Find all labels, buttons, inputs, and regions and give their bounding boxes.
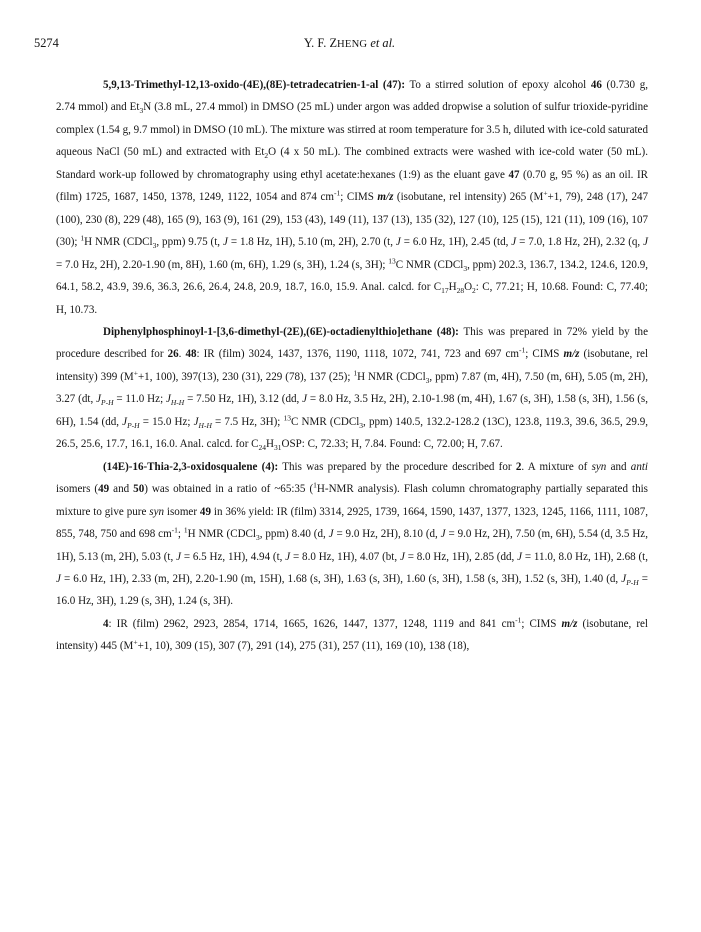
compound-ref: 26 [167, 348, 179, 361]
coupling-j: J [399, 550, 405, 563]
text: This was prepared by the procedure described for [278, 460, 516, 473]
author-name: Y. F. Z [303, 36, 338, 50]
compound-48-title: Diphenylphosphinoyl-1-[3,6-dimethyl-(2E),(6E)-octadienylthio]ethane (48): [103, 325, 459, 338]
text: O [464, 281, 473, 294]
text: = 1.8 Hz, 1H), 5.10 (m, 2H), 2.70 (t, [227, 236, 396, 249]
text: C NMR (CDCl [395, 258, 464, 271]
subscript: 2 [264, 151, 269, 161]
page-number: 5274 [34, 36, 59, 50]
text: = 6.0 Hz, 1H), 2.33 (m, 2H), 2.20-1.90 (m, 15H), 1.68 (s, 3H), 1.63 (s, 3H), 1.60 (s, 3H), 1.58 (s, 3H), 1.52 (s, 3H), 1.40 (d, [60, 572, 622, 585]
subscript: 2 [472, 286, 476, 296]
text: = 11.0, 8.0 Hz, 1H), 2.68 (t, [522, 550, 649, 563]
text: H-NMR analysis). Flash column chromatography partially separated this mixture to give pure [56, 483, 648, 518]
compound-ref: 48 [185, 348, 197, 361]
coupling-j: J [176, 550, 181, 563]
text: = 7.0 Hz, 2H), 2.20-1.90 (m, 8H), 1.60 (m, 6H), 1.29 (s, 3H), 1.24 (s, 3H); [56, 258, 389, 271]
compound-ref: 46 [590, 79, 602, 91]
text: = 6.5 Hz, 1H), 4.94 (t, [180, 550, 286, 563]
text: ; [177, 528, 184, 541]
superscript: 1 [313, 480, 317, 490]
text: OSP: C, 72.33; H, 7.84. Found: C, 72.00; H, 7.67. [281, 438, 503, 451]
coupling-j: J [517, 550, 523, 563]
coupling-j: J [122, 415, 128, 428]
superscript: + [133, 637, 138, 647]
text: = 7.50 Hz, 1H), 3.12 (dd, [184, 393, 303, 406]
procedure-compound-4 [56, 456, 648, 613]
text: isomer [164, 505, 200, 518]
text: (isobutane, rel intensity) 399 (M [56, 348, 649, 383]
compound-ref: 49 [98, 483, 110, 496]
text: ; CIMS [525, 348, 564, 361]
mz-label: m/z [563, 348, 580, 361]
text: = 7.0, 1.8 Hz, 2H), 2.32 (q, [516, 236, 644, 249]
compound-ref: 50 [133, 483, 145, 496]
superscript: 13 [388, 255, 396, 265]
subscript: 3 [139, 106, 144, 116]
text: ; CIMS [521, 617, 562, 630]
text: (isobutane, rel intensity) 445 (M [56, 617, 648, 653]
text: = 15.0 Hz; [139, 415, 194, 428]
subscript: 17 [441, 286, 449, 296]
superscript: 1 [353, 368, 358, 378]
text: N (3.8 mL, 27.4 mmol) in DMSO (25 mL) under argon was added dropwise a solution of sulfur trioxide-pyridine complex (1.54 g, 9.7 mmol) in DMSO (10 mL). The mixture was stirred at room temperature for 3.5 h, diluted with ice-cold saturated aqueous NaCl (50 mL) and extracted with Et [56, 101, 648, 159]
text: This was prepared in 72% yield by the procedure described for [56, 325, 648, 361]
compound-ref: 2 [515, 460, 522, 473]
coupling-j: J [328, 528, 334, 541]
text: C NMR (CDCl [291, 415, 360, 428]
stereo-descriptor: syn [149, 505, 165, 518]
text: and [109, 483, 134, 496]
superscript: -1 [171, 525, 178, 535]
text: = 9.0 Hz, 2H), 7.50 (m, 6H), 5.54 (d, 3.5 Hz, 1H), 5.13 (m, 2H), 5.03 (t, [56, 528, 648, 563]
superscript: -1 [334, 188, 341, 198]
text: = 6.0 Hz, 1H), 2.45 (td, [400, 236, 512, 249]
text: in 36% yield: IR (film) 3314, 2925, 1739, 1664, 1590, 1437, 1377, 1323, 1245, 1166, 1111, 1087, 855, 748, 750 and 698 cm [56, 505, 649, 541]
subscript: 3 [463, 263, 468, 273]
compound-ref: 4 [103, 617, 109, 630]
subscript: 31 [274, 443, 282, 453]
data-compound-4 [56, 613, 648, 658]
text: . [178, 348, 186, 361]
text: (0.730 g, 2.74 mmol) and Et [56, 79, 648, 114]
subscript: H-H [198, 421, 212, 430]
text: = 8.0 Hz, 1H), 4.07 (bt, [290, 550, 400, 563]
superscript: + [133, 368, 138, 378]
superscript: + [543, 188, 548, 198]
running-head-authors [34, 34, 665, 54]
subscript: P-H [626, 578, 639, 588]
procedure-compound-47 [56, 74, 648, 321]
coupling-j: J [165, 393, 171, 406]
author-name-smallcaps: HENG [337, 39, 368, 50]
text: isomers ( [56, 483, 99, 496]
coupling-j: J [302, 393, 308, 406]
superscript: 13 [283, 413, 292, 423]
text: H NMR (CDCl [187, 528, 256, 541]
superscript: 1 [183, 525, 188, 535]
subscript: P-H [127, 421, 140, 430]
compound-4-title: (14E)-16-Thia-2,3-oxidosqualene (4): [103, 460, 279, 473]
superscript: 1 [80, 233, 85, 243]
subscript: 3 [256, 533, 260, 543]
coupling-j: J [440, 528, 446, 541]
text: = 11.0 Hz; [113, 393, 166, 406]
coupling-j: J [96, 393, 101, 406]
text: = 16.0 Hz, 3H), 1.29 (s, 3H), 1.24 (s, 3H). [56, 572, 648, 608]
text: , ppm) 8.40 (d, [259, 528, 329, 541]
superscript: -1 [515, 615, 522, 625]
subscript: 24 [258, 443, 267, 453]
text: , ppm) 202.3, 136.7, 134.2, 124.6, 120.9, 64.1, 58.2, 43.9, 39.6, 36.3, 26.6, 26.4, 24.8, 20.9, 18.7, 16.0, 15.9. Anal. calcd. for C [56, 258, 648, 294]
subscript: 3 [359, 421, 364, 430]
text: (0.70 g, 95 %) as an oil. IR (film) 1725, 1687, 1450, 1378, 1249, 1122, 1054 and 874 cm [56, 168, 648, 204]
coupling-j: J [621, 572, 627, 585]
coupling-j: J [223, 236, 228, 249]
stereo-descriptor: anti [630, 460, 648, 473]
subscript: 28 [456, 286, 465, 296]
text: ) was obtained in a ratio of ~65:35 ( [144, 483, 314, 496]
coupling-j: J [395, 236, 401, 249]
stereo-descriptor: syn [591, 460, 607, 473]
coupling-j: J [193, 415, 199, 428]
compound-47-title: 5,9,13-Trimethyl-12,13-oxido-(4E),(8E)-tetradecatrien-1-al (47): [103, 79, 406, 91]
text: , ppm) 9.75 (t, [156, 236, 223, 249]
text: +1, 10), 309 (15), 307 (7), 291 (14), 275 (31), 257 (11), 169 (10), 138 (18), [137, 640, 470, 653]
text: : IR (film) 3024, 1437, 1376, 1190, 1118, 1072, 741, 723 and 697 cm [196, 348, 520, 361]
text: H [448, 281, 457, 294]
running-header [34, 34, 665, 52]
coupling-j: J [56, 572, 61, 585]
text: , ppm) 7.87 (m, 4H), 7.50 (m, 6H), 5.05 (m, 2H), 3.27 (dt, [56, 370, 648, 406]
text: = 7.5 Hz, 3H); [211, 415, 284, 428]
text: and [606, 460, 631, 473]
compound-ref: 49 [199, 505, 211, 518]
mz-label: m/z [377, 191, 394, 204]
subscript: 3 [152, 241, 157, 251]
text: : IR (film) 2962, 2923, 2854, 1714, 1665, 1626, 1447, 1377, 1248, 1119 and 841 cm [108, 617, 516, 630]
subscript: 3 [425, 376, 430, 386]
text: O (4 x 50 mL). The combined extracts were washed with ice-cold water (50 mL). Standard work-up followed by chromatography using ethyl acetate:hexanes (1:9) as the eluant gave [56, 146, 648, 181]
author-etal: et al. [367, 36, 396, 50]
superscript: -1 [519, 345, 526, 355]
text: +1, 79), 248 (17), 247 (100), 230 (8), 229 (48), 165 (9), 163 (9), 161 (29), 153 (43), 149 (11), 137 (13), 135 (32), 127 (10), 125 (15), 121 (11), 109 (16), 107 (30); [56, 191, 649, 249]
text: = 9.0 Hz, 2H), 8.10 (d, [333, 528, 441, 541]
text: (isobutane, rel intensity) 265 (M [393, 191, 544, 204]
compound-ref: 47 [508, 168, 520, 181]
text: : C, 77.21; H, 10.68. Found: C, 77.40; H, 10.73. [56, 281, 648, 316]
article-body [56, 74, 648, 658]
text: . A mixture of [521, 460, 592, 473]
mz-label: m/z [561, 617, 578, 630]
subscript: H-H [170, 398, 185, 408]
text: +1, 100), 397(13), 230 (31), 229 (78), 137 (25); [137, 370, 354, 383]
text: To a stirred solution of epoxy alcohol [405, 79, 591, 91]
text: , ppm) 140.5, 132.2-128.2 (13C), 123.8, 119.3, 39.6, 36.5, 29.9, 26.5, 25.6, 17.7, 16.1, 16.0. Anal. calcd. for C [56, 415, 648, 451]
coupling-j: J [285, 550, 291, 563]
coupling-j: J [643, 236, 648, 249]
text: ; CIMS [340, 191, 378, 204]
text: = 8.0 Hz, 3.5 Hz, 2H), 2.10-1.98 (m, 4H), 1.67 (s, 3H), 1.58 (s, 3H), 1.56 (s, 6H), 1.54 (dd, [56, 393, 648, 428]
text: H NMR (CDCl [357, 370, 426, 383]
coupling-j: J [511, 236, 517, 249]
text: H NMR (CDCl [84, 236, 153, 249]
text: = 8.0 Hz, 1H), 2.85 (dd, [404, 550, 518, 563]
subscript: P-H [100, 398, 114, 408]
procedure-compound-48 [56, 321, 648, 456]
text: H [266, 438, 274, 451]
